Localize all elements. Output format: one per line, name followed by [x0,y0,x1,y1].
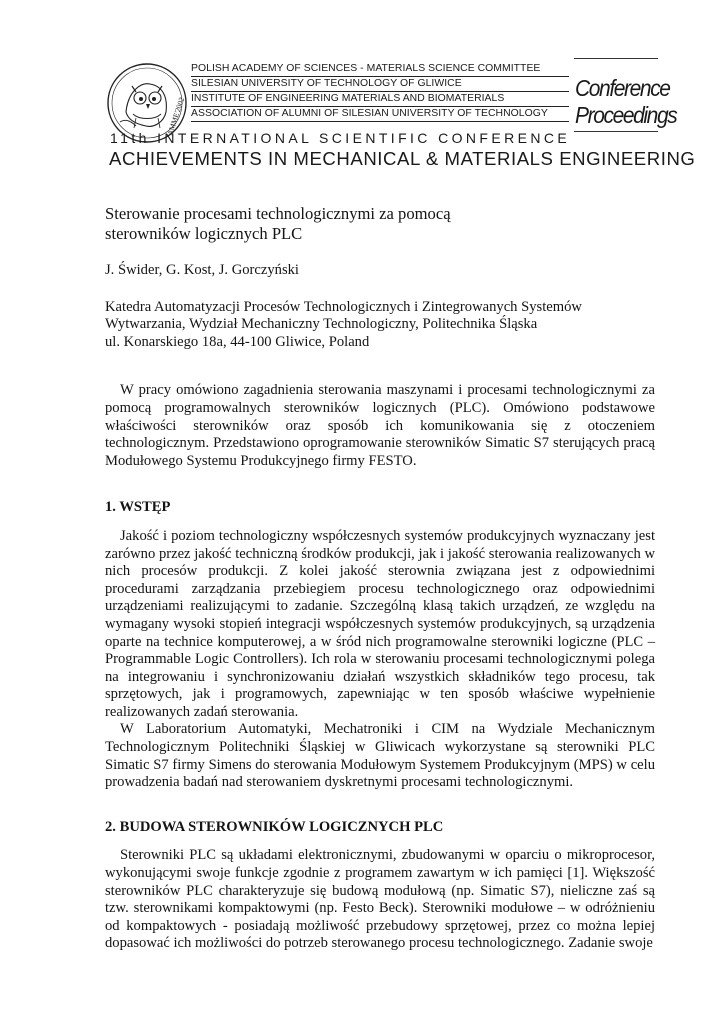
conference-header [0,0,724,175]
org-divider [191,106,569,107]
conference-proceedings-badge [575,76,677,130]
conference-title: ACHIEVEMENTS IN MECHANICAL & MATERIALS ENGINEERING [109,148,696,169]
org-line-1: POLISH ACADEMY OF SCIENCES - MATERIALS SCIENCE COMMITTEE [191,63,541,74]
section-1-heading: 1. WSTĘP [105,499,171,516]
affiliation [105,299,655,352]
authors: J. Świder, G. Kost, J. Gorczyński [105,262,299,278]
affiliation-line-1: Katedra Automatyzacji Procesów Technologicznych i Zintegrowanych Systemów [105,298,582,315]
org-divider [191,121,569,122]
org-line-3: INSTITUTE OF ENGINEERING MATERIALS AND BIOMATERIALS [191,93,505,104]
paper-content [105,204,655,953]
org-line-2: SILESIAN UNIVERSITY OF TECHNOLOGY OF GLIWICE [191,78,462,89]
affiliation-line-3: ul. Konarskiego 18a, 44-100 Gliwice, Poland [105,333,370,350]
paper-title-line-2: sterowników logicznych PLC [105,224,303,243]
badge-bottom-rule [574,131,658,132]
paper-title-line-1: Sterowanie procesami technologicznymi za pomocą [105,204,451,223]
affiliation-line-2: Wytwarzania, Wydział Mechaniczny Technologiczny, Politechnika Śląska [105,316,538,333]
section-2-paragraph-1: Sterowniki PLC są układami elektronicznymi, zbudowanymi w oparciu o mikroprocesor, wykonującymi swoje funkcje zgodnie z programem zawartym w ich pamięci [1]. Większość sterowników PLC charakteryzuje się budową modułową (np. Simatic S7), nieliczne zaś są tzw. sterownikami kompaktowymi (np. Festo Beck). Sterowniki modułowe – w odróżnieniu od kompaktowych - posiadają możliwość przebudowy sprzętowej, przez co można lepiej dopasować ich możliwości do potrzeb sterowanego procesu technologicznego. Zadanie swoje [105,847,655,952]
org-divider [191,91,569,92]
logo-text: AMME'2002 [165,96,187,137]
badge-line-2: Proceedings [575,102,677,129]
section-1-paragraph-2: W Laboratorium Automatyki, Mechatroniki i CIM na Wydziale Mechanicznym Technologicznym Politechniki Śląskiej w Gliwicach wykorzystane są sterowniki PLC Simatic S7 firmy Simens do sterowania Modułowym Systemem Produkcyjnym (MPS) w celu prowadzenia badań nad sterowaniem dyskretnymi procesami technologicznymi. [105,721,655,791]
badge-top-rule [574,58,658,59]
conference-subtitle: 11th INTERNATIONAL SCIENTIFIC CONFERENCE [110,130,571,146]
org-divider [191,76,569,77]
section-1-paragraph-1: Jakość i poziom technologiczny współczesnych systemów produkcyjnych wyznaczany jest zarówno przez jakość techniczną środków produkcji, jak i jakość sterowania realizowanych w nich procesów produkcji. Z kolei jakość sterownia związana jest z odpowiednimi procedurami zarządzania przebiegiem procesu technologicznego oraz odpowiednimi urządzeniami realizującymi to zadanie. Szczególną klasą takich urządzeń, ze względu na wymagany wysoki stopień integracji współczesnych systemów produkcyjnych, są urządzenia oparte na technice komputerowej, a w śród nich programowalne sterowniki logiczne (PLC – Programmable Logic Controllers). Ich rola w sterowaniu procesami technologicznymi polega na integrowaniu i synchronizowaniu działań wszystkich składników tego procesu, tak sprzętowych, jak i programowych, zapewniając w ten sposób właściwe wypełnienie realizowanych zadań sterowania. [105,527,655,720]
org-line-4: ASSOCIATION OF ALUMNI OF SILESIAN UNIVERSITY OF TECHNOLOGY [191,108,548,119]
badge-line-1: Conference [575,76,670,102]
section-2-heading: 2. BUDOWA STEROWNIKÓW LOGICZNYCH PLC [105,818,444,835]
paper-title [105,204,655,244]
abstract: W pracy omówiono zagadnienia sterowania maszynami i procesami technologicznymi za pomocą programowalnych sterowników logicznych (PLC). Omówiono podstawowe właściwości sterowników oraz sposób ich komunikowania się z otoczeniem technologicznym. Przedstawiono oprogramowanie sterowników Simatic S7 sterujących pracą Modułowego Systemu Produkcyjnego firmy FESTO. [105,382,655,469]
